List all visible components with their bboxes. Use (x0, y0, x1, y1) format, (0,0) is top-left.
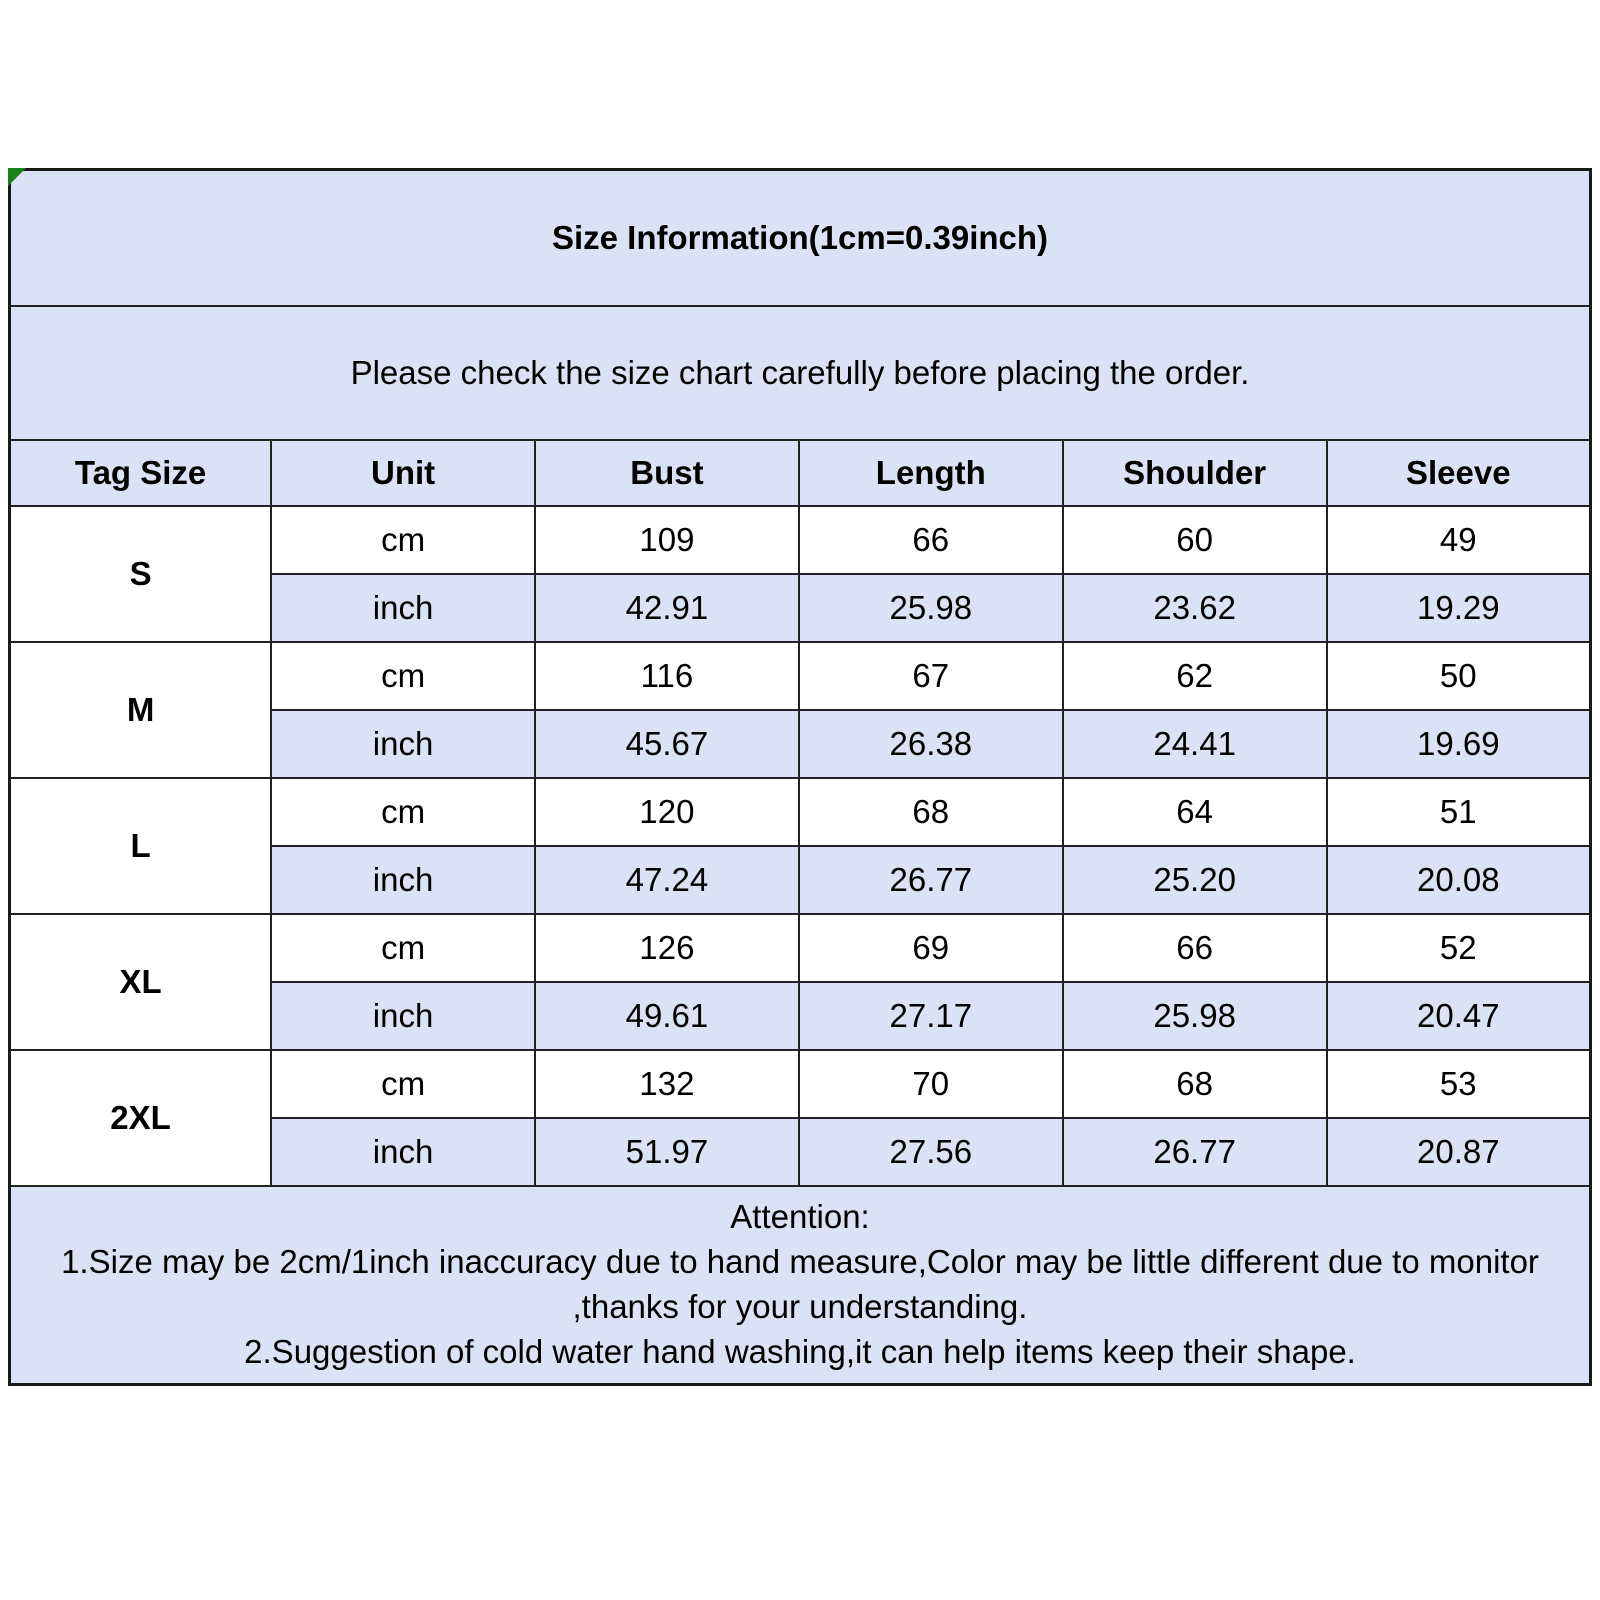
measurement-cell: 66 (1063, 914, 1327, 982)
column-header-tag-size: Tag Size (10, 440, 272, 506)
measurement-cell: 68 (1063, 1050, 1327, 1118)
unit-label: cm (271, 1050, 535, 1118)
page-title: Size Information(1cm=0.39inch) (10, 170, 1591, 307)
measurement-cell: 49 (1327, 506, 1591, 574)
measurement-cell: 69 (799, 914, 1063, 982)
size-tag-2xl: 2XL (10, 1050, 272, 1186)
table-row-l-cm (10, 778, 1591, 846)
unit-label: cm (271, 506, 535, 574)
measurement-cell: 45.67 (535, 710, 799, 778)
measurement-cell: 19.69 (1327, 710, 1591, 778)
size-tag-s: S (10, 506, 272, 642)
unit-label: inch (271, 846, 535, 914)
measurement-cell: 24.41 (1063, 710, 1327, 778)
measurement-cell: 66 (799, 506, 1063, 574)
unit-label: cm (271, 642, 535, 710)
table-row-2xl-cm (10, 1050, 1591, 1118)
measurement-cell: 49.61 (535, 982, 799, 1050)
measurement-cell: 42.91 (535, 574, 799, 642)
measurement-cell: 20.08 (1327, 846, 1591, 914)
measurement-cell: 68 (799, 778, 1063, 846)
unit-label: cm (271, 914, 535, 982)
measurement-cell: 51.97 (535, 1118, 799, 1186)
subtitle-row (10, 306, 1591, 440)
measurement-cell: 26.77 (799, 846, 1063, 914)
measurement-cell: 52 (1327, 914, 1591, 982)
measurement-cell: 25.20 (1063, 846, 1327, 914)
table-row-m-cm (10, 642, 1591, 710)
title-row (10, 170, 1591, 307)
column-header-length: Length (799, 440, 1063, 506)
measurement-cell: 47.24 (535, 846, 799, 914)
size-chart-sheet (8, 168, 1592, 1386)
table-row-s-cm (10, 506, 1591, 574)
column-header-shoulder: Shoulder (1063, 440, 1327, 506)
attention-heading: Attention: (730, 1198, 870, 1236)
measurement-cell: 19.29 (1327, 574, 1591, 642)
attention-row (10, 1186, 1591, 1385)
measurement-cell: 116 (535, 642, 799, 710)
measurement-cell: 51 (1327, 778, 1591, 846)
column-header-unit: Unit (271, 440, 535, 506)
measurement-cell: 23.62 (1063, 574, 1327, 642)
attention-note-1: 1.Size may be 2cm/1inch inaccuracy due to hand measure,Color may be little different due to monitor ,thanks for your understanding. (61, 1243, 1539, 1325)
column-header-bust: Bust (535, 440, 799, 506)
measurement-cell: 27.56 (799, 1118, 1063, 1186)
measurement-cell: 26.77 (1063, 1118, 1327, 1186)
measurement-cell: 132 (535, 1050, 799, 1118)
unit-label: inch (271, 710, 535, 778)
measurement-cell: 109 (535, 506, 799, 574)
measurement-cell: 27.17 (799, 982, 1063, 1050)
header-row (10, 440, 1591, 506)
measurement-cell: 70 (799, 1050, 1063, 1118)
measurement-cell: 120 (535, 778, 799, 846)
measurement-cell: 20.87 (1327, 1118, 1591, 1186)
measurement-cell: 26.38 (799, 710, 1063, 778)
table-row-xl-cm (10, 914, 1591, 982)
measurement-cell: 64 (1063, 778, 1327, 846)
attention-block (10, 1186, 1591, 1385)
size-tag-l: L (10, 778, 272, 914)
measurement-cell: 50 (1327, 642, 1591, 710)
attention-note-2: 2.Suggestion of cold water hand washing,it can help items keep their shape. (244, 1332, 1356, 1370)
size-tag-xl: XL (10, 914, 272, 1050)
unit-label: inch (271, 574, 535, 642)
unit-label: cm (271, 778, 535, 846)
measurement-cell: 60 (1063, 506, 1327, 574)
corner-flag-icon (8, 168, 26, 186)
size-chart-table (8, 168, 1592, 1386)
measurement-cell: 25.98 (799, 574, 1063, 642)
measurement-cell: 25.98 (1063, 982, 1327, 1050)
measurement-cell: 62 (1063, 642, 1327, 710)
unit-label: inch (271, 1118, 535, 1186)
column-header-sleeve: Sleeve (1327, 440, 1591, 506)
subtitle-note: Please check the size chart carefully before placing the order. (10, 306, 1591, 440)
measurement-cell: 20.47 (1327, 982, 1591, 1050)
measurement-cell: 126 (535, 914, 799, 982)
measurement-cell: 53 (1327, 1050, 1591, 1118)
unit-label: inch (271, 982, 535, 1050)
size-tag-m: M (10, 642, 272, 778)
measurement-cell: 67 (799, 642, 1063, 710)
